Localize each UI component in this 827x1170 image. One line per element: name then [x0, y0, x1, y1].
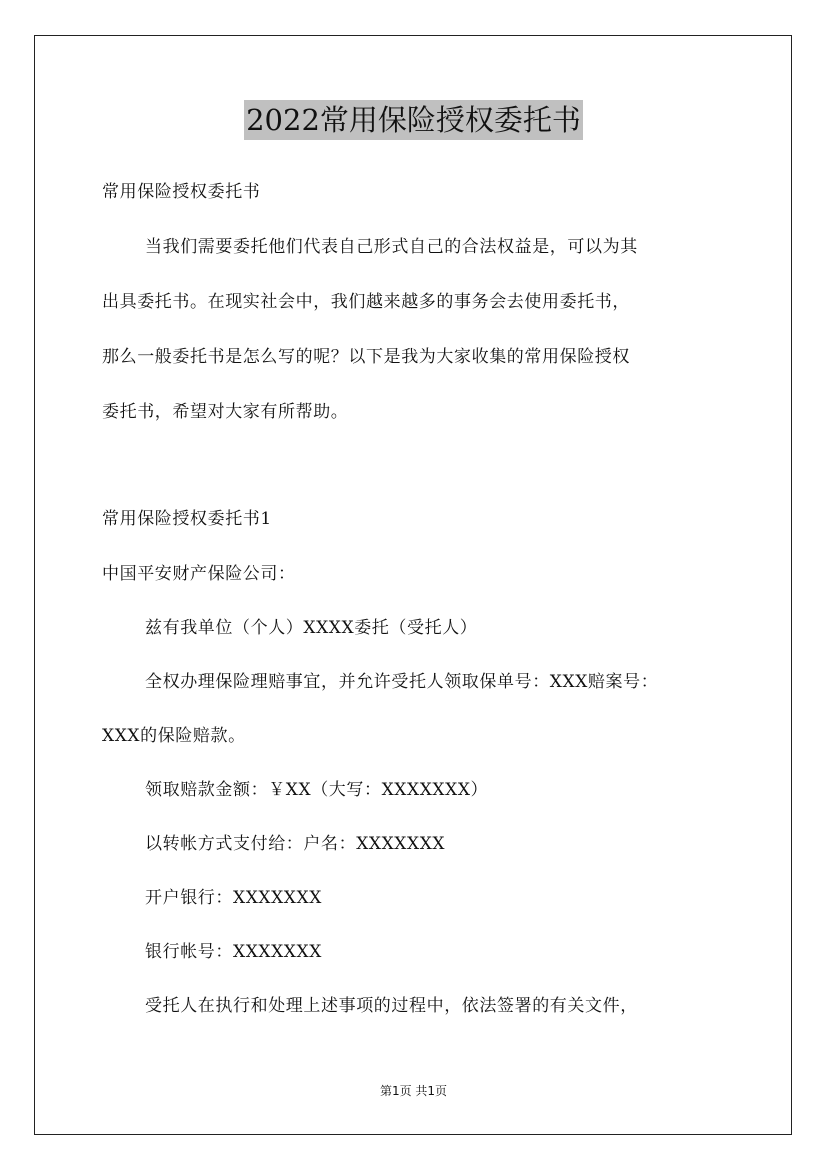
document-title: 2022常用保险授权委托书: [244, 100, 583, 140]
paragraph-line: XXX的保险赔款。: [102, 726, 246, 746]
paragraph-line: 当我们需要委托他们代表自己形式自己的合法权益是，可以为其: [145, 237, 638, 257]
section-heading: 常用保险授权委托书1: [102, 509, 272, 529]
claim-amount-line: 领取赔款金额：￥XX（大写：XXXXXXX）: [145, 780, 489, 800]
subtitle-line: 常用保险授权委托书: [102, 182, 261, 202]
paragraph-line: 出具委托书。在现实社会中，我们越来越多的事务会去使用委托书，: [102, 292, 630, 312]
paragraph-line: 全权办理保险理赔事宜，并允许受托人领取保单号：XXX赔案号：: [145, 672, 659, 692]
addressee-line: 中国平安财产保险公司：: [102, 564, 296, 584]
paragraph-line: 那么一般委托书是怎么写的呢？以下是我为大家收集的常用保险授权: [102, 347, 630, 367]
page-number-footer: 第1页 共1页: [379, 1084, 448, 1098]
title-container: [0, 100, 827, 140]
payment-method-line: 以转帐方式支付给：户名：XXXXXXX: [145, 834, 446, 854]
bank-name-line: 开户银行：XXXXXXX: [145, 888, 322, 908]
paragraph-line: 受托人在执行和处理上述事项的过程中，依法签署的有关文件，: [145, 996, 638, 1016]
paragraph-line: 委托书，希望对大家有所帮助。: [102, 402, 349, 422]
paragraph-line: 兹有我单位（个人）XXXX委托（受托人）: [145, 618, 478, 638]
bank-account-line: 银行帐号：XXXXXXX: [145, 942, 322, 962]
